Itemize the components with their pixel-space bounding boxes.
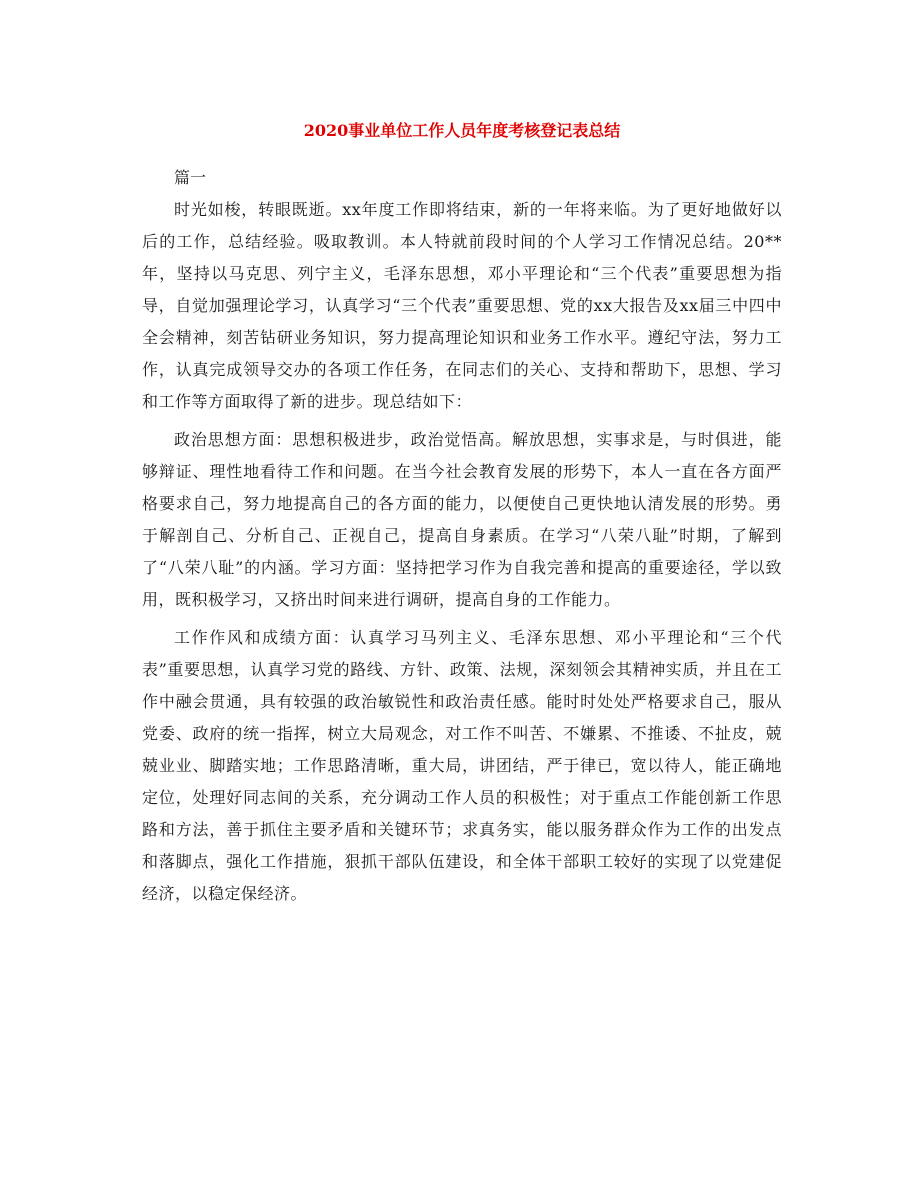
document-title: 2020事业单位工作人员年度考核登记表总结 xyxy=(303,121,621,140)
section-label: 篇一 xyxy=(174,168,207,187)
document-body xyxy=(142,194,782,916)
paragraph-intro: 时光如梭，转眼既逝。xx年度工作即将结束，新的一年将来临。为了更好地做好以后的工作，总结经验。吸取教训。本人特就前段时间的个人学习工作情况总结。20**年，坚持以马克思、列宁主义，毛泽东思想，邓小平理论和“三个代表”重要思想为指导，自觉加强理论学习，认真学习“三个代表”重要思想、党的xx大报告及xx届三中四中全会精神，刻苦钻研业务知识，努力提高理论知识和业务工作水平。遵纪守法，努力工作，认真完成领导交办的各项工作任务，在同志们的关心、支持和帮助下，思想、学习和工作等方面取得了新的进步。现总结如下： xyxy=(142,200,782,411)
paragraph-political-thought: 政治思想方面：思想积极进步，政治觉悟高。解放思想，实事求是，与时俱进，能够辩证、理性地看待工作和问题。在当今社会教育发展的形势下，本人一直在各方面严格要求自己，努力地提高自己的各方面的能力，以便使自己更快地认清发展的形势。勇于解剖自己、分析自己、正视自己，提高自身素质。在学习“八荣八耻”时期，了解到了“八荣八耻”的内涵。学习方面：坚持把学习作为自我完善和提高的重要途径，学以致用，既积极学习，又挤出时间来进行调研，提高自身的工作能力。 xyxy=(142,430,782,609)
paragraph-work-style: 工作作风和成绩方面：认真学习马列主义、毛泽东思想、邓小平理论和“三个代表”重要思想，认真学习党的路线、方针、政策、法规，深刻领会其精神实质，并且在工作中融会贯通，具有较强的政治敏锐性和政治责任感。能时时处处严格要求自己，服从党委、政府的统一指挥，树立大局观念，对工作不叫苦、不嫌累、不推诿、不扯皮，兢兢业业、脚踏实地；工作思路清晰，重大局，讲团结，严于律已，宽以待人，能正确地定位，处理好同志间的关系，充分调动工作人员的积极性；对于重点工作能创新工作思路和方法，善于抓住主要矛盾和关键环节；求真务实，能以服务群众作为工作的出发点和落脚点，强化工作措施，狠抓干部队伍建设，和全体干部职工较好的实现了以党建促经济，以稳定保经济。 xyxy=(142,628,782,903)
